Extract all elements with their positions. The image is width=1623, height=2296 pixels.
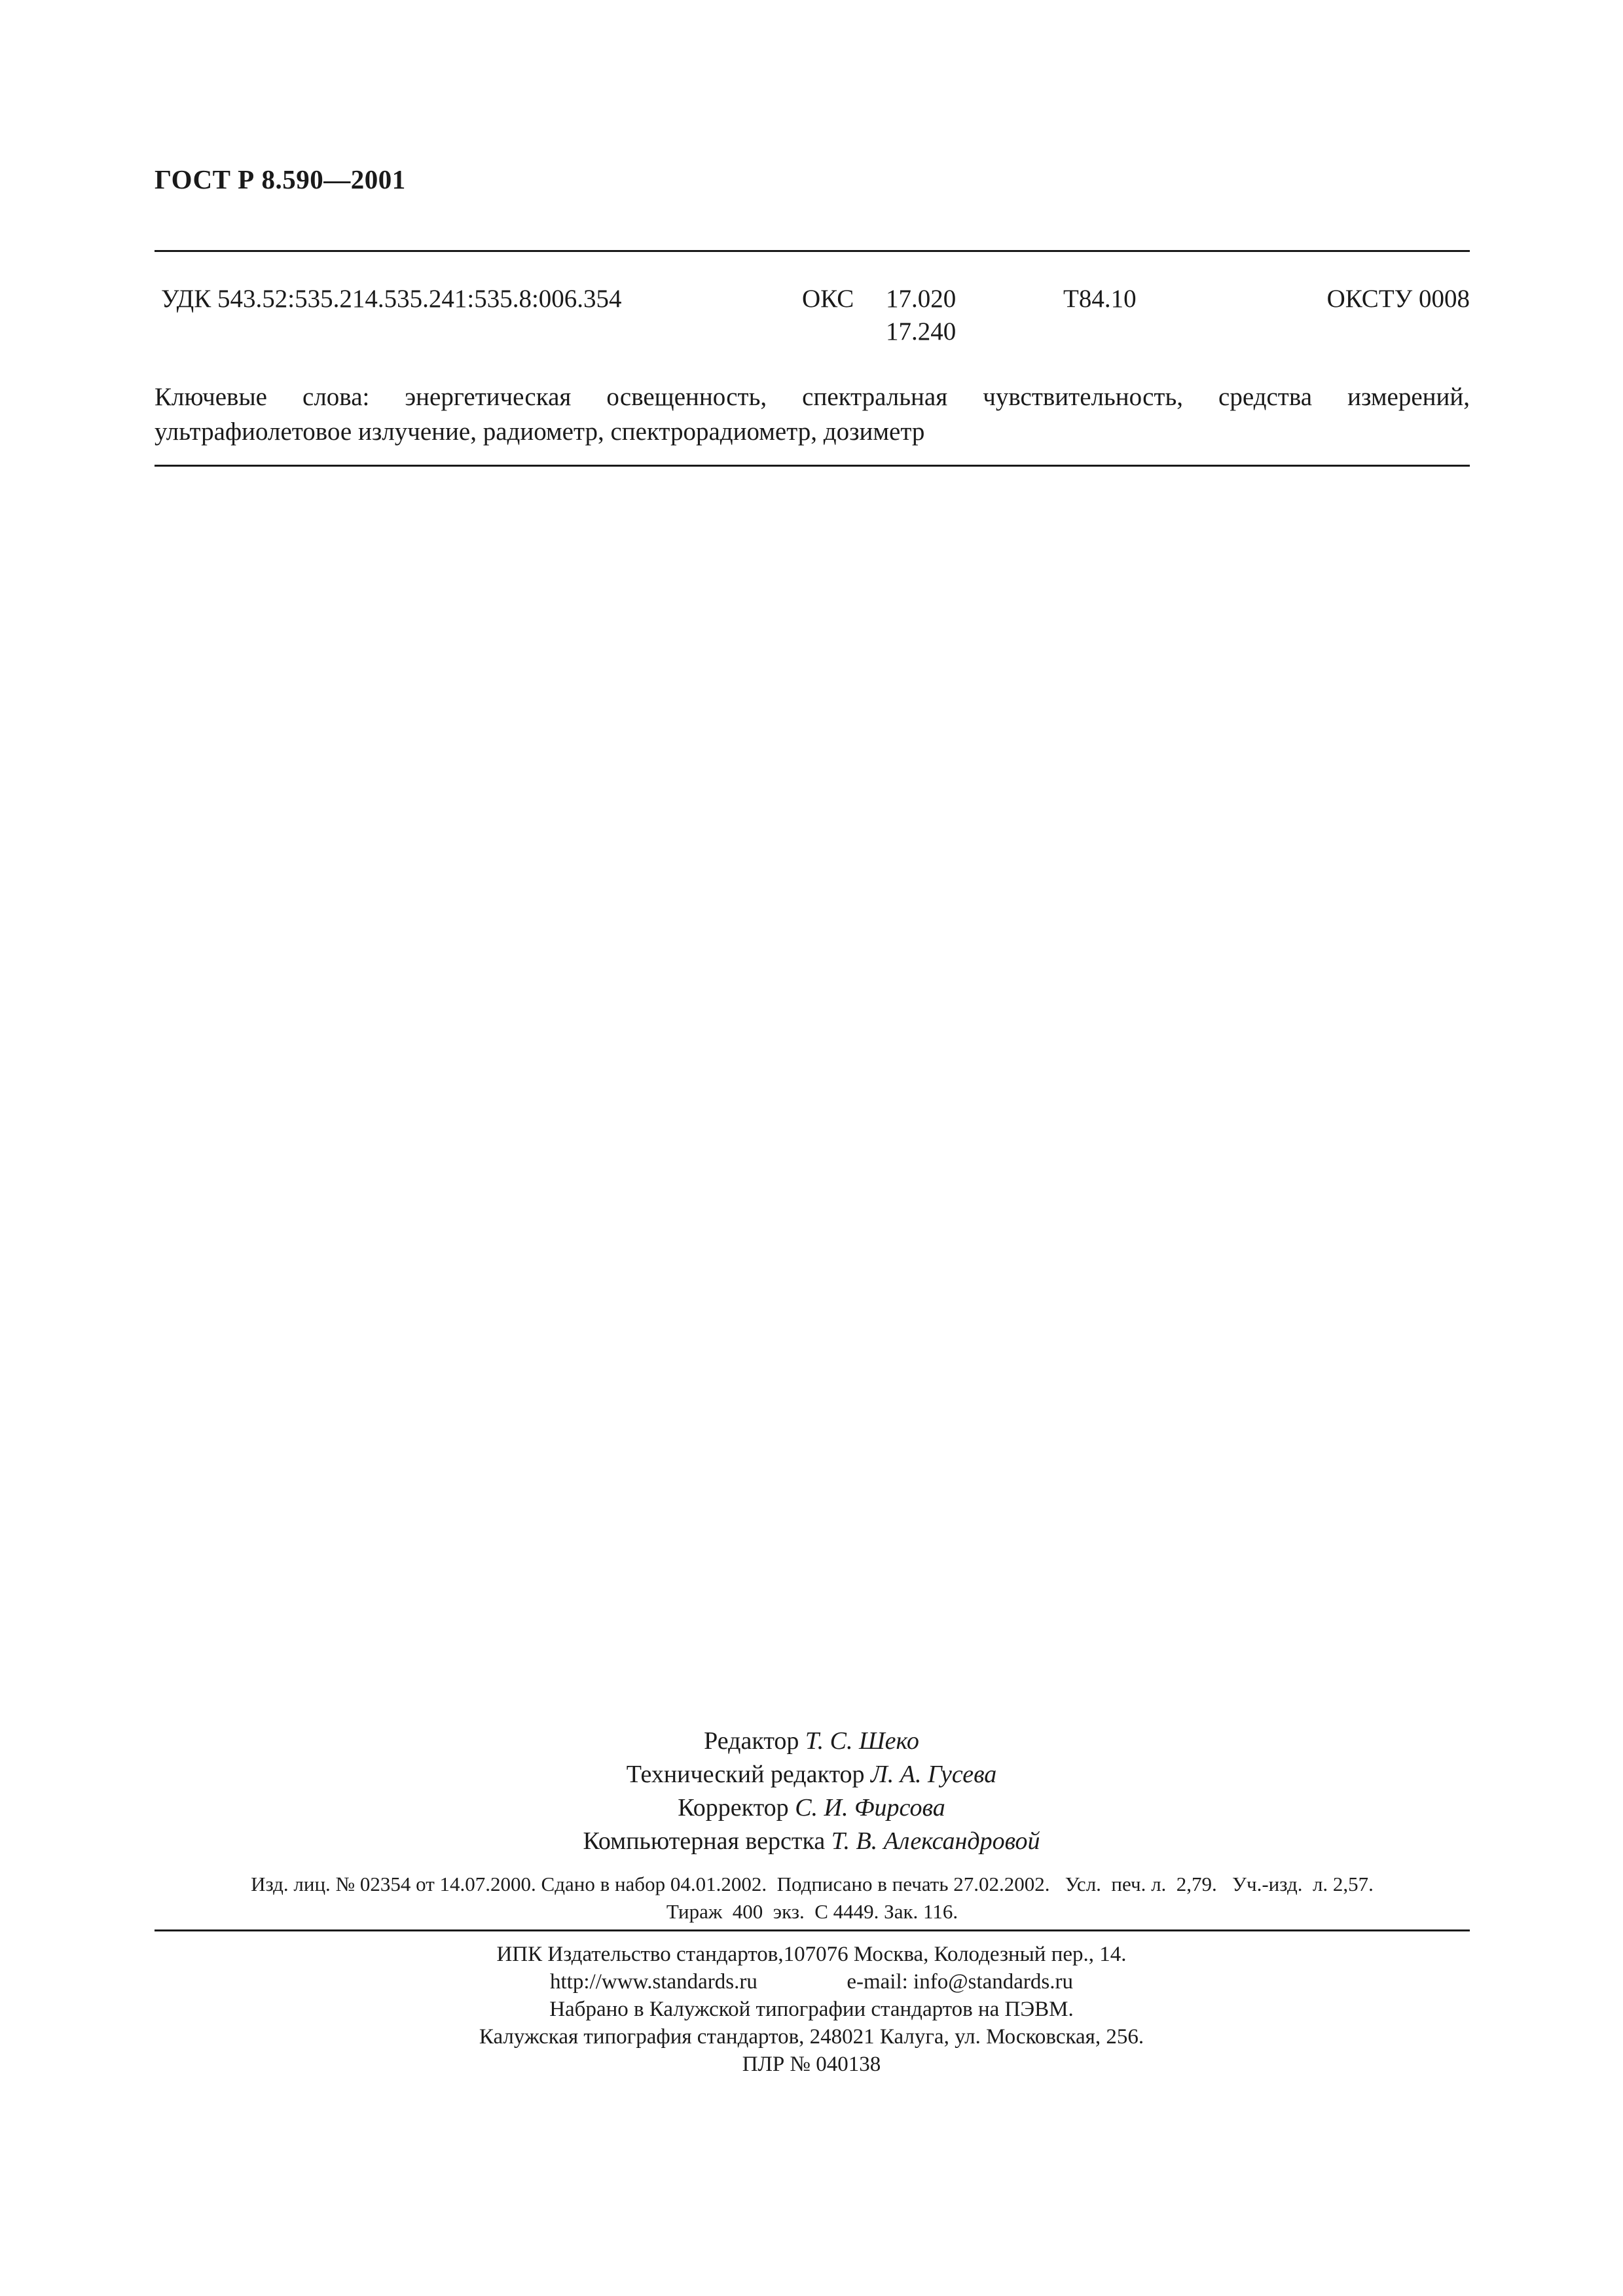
- layout-role: Компьютерная верстка: [583, 1827, 826, 1855]
- tech-editor-line: [0, 1758, 1623, 1791]
- imprint-block: [155, 1871, 1470, 1926]
- publisher-block: [0, 1941, 1623, 2078]
- printer-address: Калужская типография стандартов, 248021 Калуга, ул. Московская, 256.: [479, 2025, 1144, 2049]
- publisher-email: e-mail: info@standards.ru: [847, 1970, 1073, 1994]
- header-rule: [155, 250, 1470, 252]
- corrector-line: [0, 1791, 1623, 1825]
- staff-block: [0, 1725, 1623, 1858]
- editor-line: [0, 1725, 1623, 1758]
- oks-code-1: 17.020: [886, 285, 957, 313]
- layout-line: [0, 1825, 1623, 1858]
- imprint-rule: [155, 1929, 1470, 1931]
- oks-code-2: 17.240: [886, 317, 957, 346]
- keywords: Ключевые слова: энергетическая освещенность, спектральная чувствительность, средства измерений, ультрафиолетовое излучение, радиометр, спектрорадиометр, дозиметр: [155, 383, 1470, 446]
- keywords-rule: [155, 465, 1470, 467]
- oks-codes: [886, 283, 956, 348]
- oks-label: ОКС: [802, 285, 854, 313]
- editor-role: Редактор: [704, 1727, 799, 1755]
- layout-name: Т. В. Александровой: [831, 1827, 1040, 1855]
- plr-number: ПЛР № 040138: [742, 2053, 881, 2076]
- editor-name: Т. С. Шеко: [805, 1727, 919, 1755]
- typeset-note: Набрано в Калужской типографии стандартов на ПЭВМ.: [549, 1998, 1074, 2021]
- publisher-website: http://www.standards.ru: [550, 1970, 757, 1994]
- imprint-line-2: Тираж 400 экз. С 4449. Зак. 116.: [666, 1900, 958, 1923]
- tech-editor-name: Л. А. Гусева: [871, 1761, 997, 1788]
- publisher-address: ИПК Издательство стандартов,107076 Москва, Колодезный пер., 14.: [496, 1943, 1127, 1966]
- page-header: ГОСТ Р 8.590—2001: [155, 164, 406, 194]
- t-code: Т84.10: [1063, 285, 1137, 313]
- corrector-name: С. И. Фирсова: [795, 1794, 945, 1821]
- imprint-line-1: Изд. лиц. № 02354 от 14.07.2000. Сдано в набор 04.01.2002. Подписано в печать 27.02.2002. Усл. печ. л. 2,79. Уч.-изд. л. 2,57.: [251, 1873, 1374, 1895]
- corrector-role: Корректор: [678, 1794, 789, 1821]
- publisher-contacts: [0, 1968, 1623, 1996]
- okstu-code: ОКСТУ 0008: [1326, 285, 1470, 313]
- udk-code: УДК 543.52:535.214.535.241:535.8:006.354: [161, 285, 622, 313]
- tech-editor-role: Технический редактор: [626, 1761, 865, 1788]
